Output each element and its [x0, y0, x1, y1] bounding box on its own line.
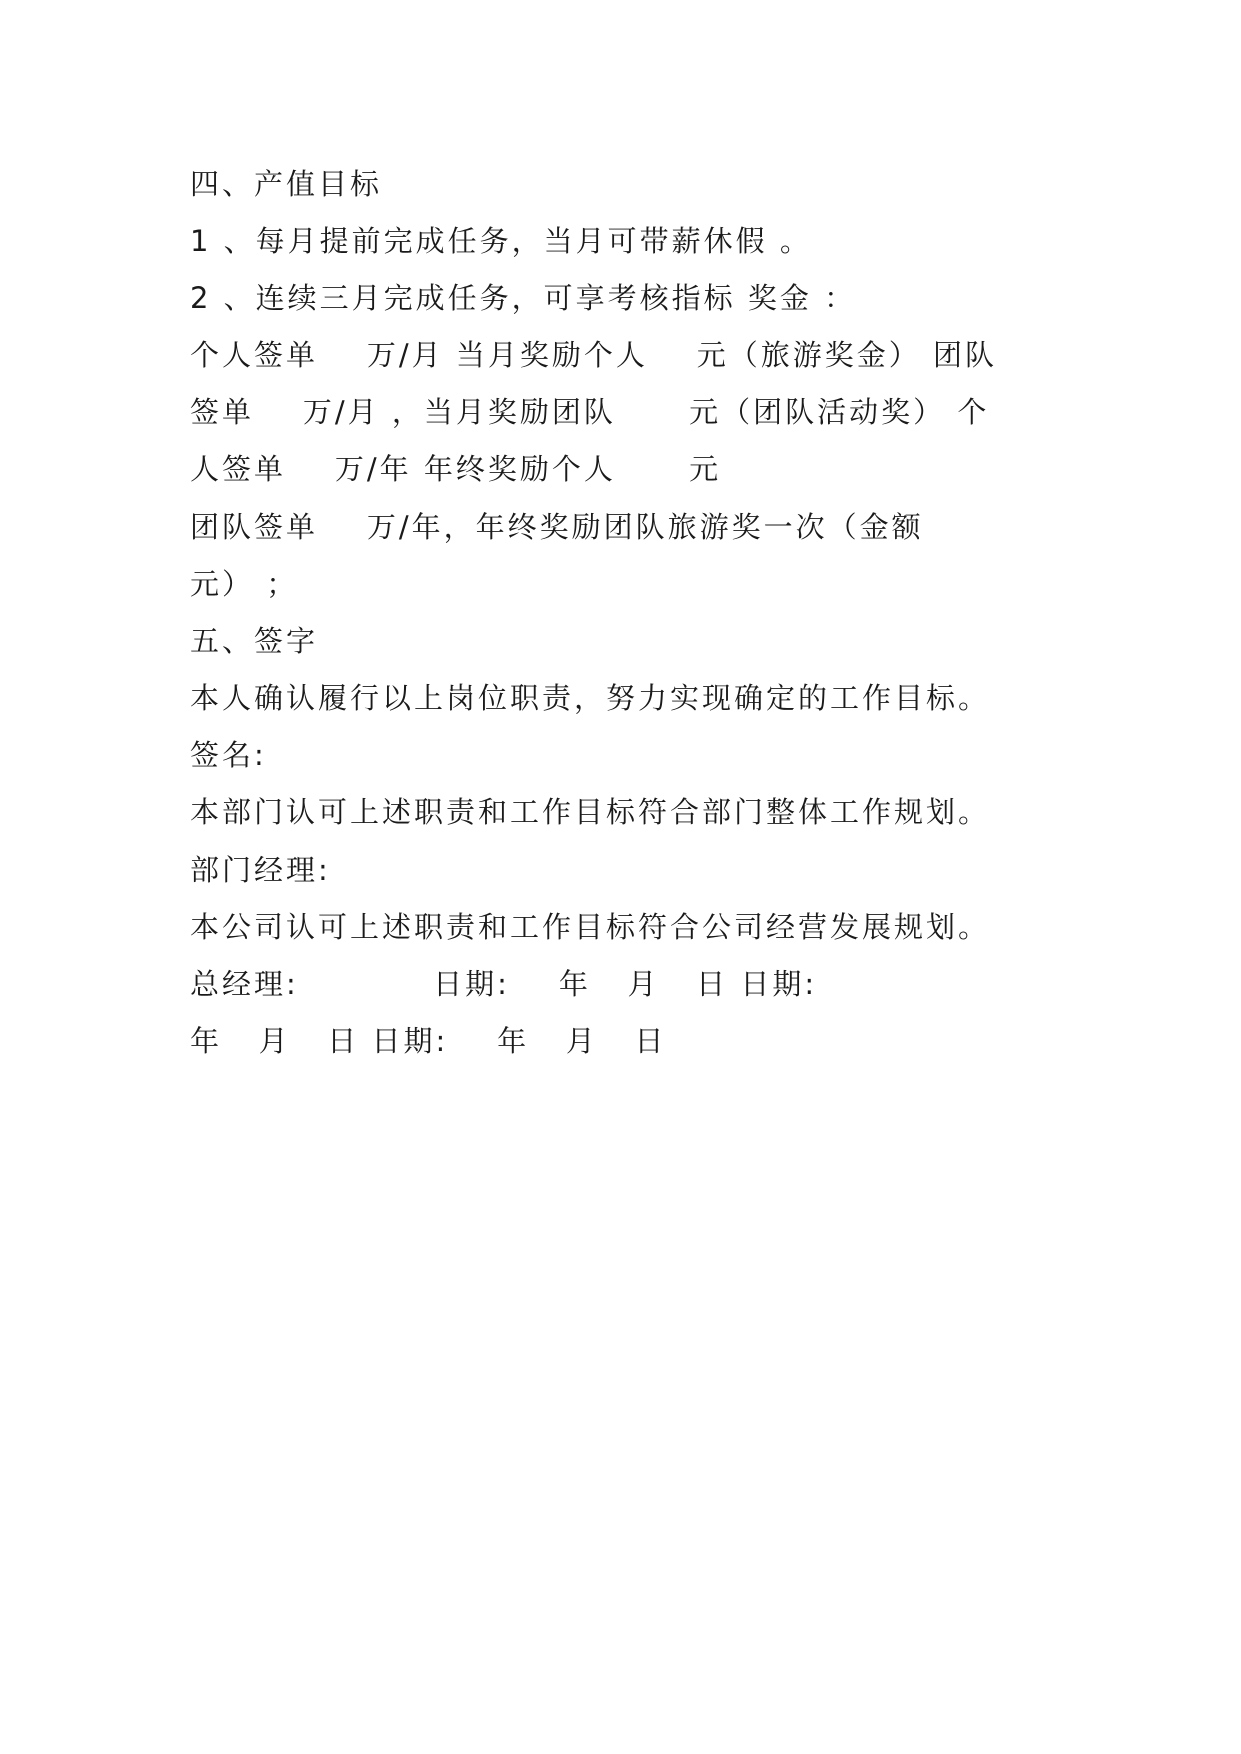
department-manager-label: 部门经理:	[190, 853, 331, 887]
text-line-individual-sales-yearly: 人签单 万/年 年终奖励个人 元	[190, 452, 722, 486]
text-line-monthly-target: 1 、每月提前完成任务，当月可带薪休假 。	[190, 224, 812, 258]
section-heading-output-target: 四、产值目标	[190, 167, 383, 201]
text-line-amount-end: 元） ；	[190, 567, 299, 601]
text-line-department-approval: 本部门认可上述职责和工作目标符合部门整体工作规划。	[190, 795, 991, 829]
text-line-individual-sales-monthly: 个人签单 万/月 当月奖励个人 元（旅游奖金） 团队	[190, 338, 997, 372]
text-line-personal-confirmation: 本人确认履行以上岗位职责，努力实现确定的工作目标。	[190, 681, 991, 715]
text-line-team-sales-monthly: 签单 万/月 ，当月奖励团队 元（团队活动奖） 个	[190, 395, 990, 429]
text-line-team-sales-yearly: 团队签单 万/年，年终奖励团队旅游奖一次（金额	[190, 510, 924, 544]
section-heading-signature: 五、签字	[190, 624, 319, 658]
text-line-three-month-target: 2 、连续三月完成任务，可享考核指标 奖金 ：	[190, 281, 857, 315]
general-manager-date-line: 总经理: 日期: 年 月 日 日期:	[190, 967, 818, 1001]
text-line-company-approval: 本公司认可上述职责和工作目标符合公司经营发展规划。	[190, 910, 991, 944]
signature-label: 签名:	[190, 738, 267, 772]
date-line: 年 月 日 日期: 年 月 日	[190, 1024, 667, 1058]
